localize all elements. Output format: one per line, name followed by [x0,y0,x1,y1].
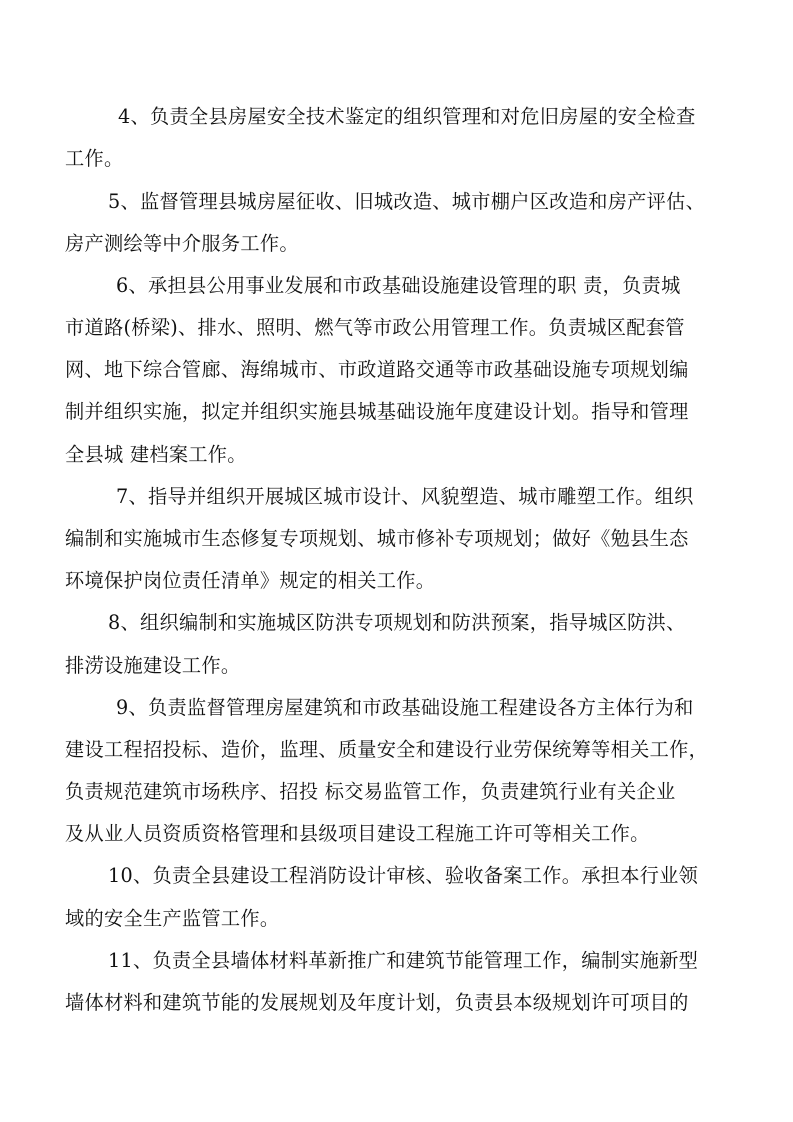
paragraph-10-line-1: 10、负责全县建设工程消防设计审核、验收备案工作。承担本行业领 [108,864,699,887]
paragraph-7-line-2: 编制和实施城市生态修复专项规划、城市修补专项规划；做好《勉县生态 [65,527,689,550]
paragraph-4-line-2: 工作。 [65,147,124,170]
paragraph-9-line-1: 9、负责监督管理房屋建筑和市政基础设施工程建设各方主体行为和 [116,696,694,719]
paragraph-11-line-2: 墙体材料和建筑节能的发展规划及年度计划，负责县本级规划许可项目的 [65,991,689,1014]
paragraph-6-line-4: 制并组织实施，拟定并组织实施县城基础设施年度建设计划。指导和管理 [65,400,689,423]
paragraph-9-line-4: 及从业人员资质资格管理和县级项目建设工程施工许可等相关工作。 [65,822,650,845]
paragraph-9-line-3: 负责规范建筑市场秩序、招投 标交易监管工作，负责建筑行业有关企业 [65,780,676,803]
paragraph-7-line-1: 7、指导并组织开展城区城市设计、风貌塑造、城市雕塑工作。组织 [116,485,694,508]
paragraph-9-line-2: 建设工程招投标、造价，监理、质量安全和建设行业劳保统筹等相关工作， [65,738,709,761]
paragraph-7-line-3: 环境保护岗位责任清单》规定的相关工作。 [65,569,436,592]
paragraph-6-line-1: 6、承担县公用事业发展和市政基础设施建设管理的职 责，负责城 [116,274,681,297]
paragraph-6-line-5: 全县城 建档案工作。 [65,443,247,466]
paragraph-10-line-2: 域的安全生产监管工作。 [65,907,280,930]
paragraph-5-line-2: 房产测绘等中介服务工作。 [65,232,299,255]
paragraph-4-line-1: 4、负责全县房屋安全技术鉴定的组织管理和对危旧房屋的安全检查 [118,105,696,128]
paragraph-8-line-1: 8、组织编制和实施城区防洪专项规划和防洪预案，指导城区防洪、 [108,611,686,634]
paragraph-6-line-2: 市道路(桥梁)、排水、照明、燃气等市政公用管理工作。负责城区配套管 [65,316,685,339]
paragraph-8-line-2: 排涝设施建设工作。 [65,654,241,677]
paragraph-5-line-1: 5、监督管理县城房屋征收、旧城改造、城市棚户区改造和房产评估、 [108,190,706,213]
paragraph-6-line-3: 网、地下综合管廊、海绵城市、市政道路交通等市政基础设施专项规划编 [65,358,689,381]
paragraph-11-line-1: 11、负责全县墙体材料革新推广和建筑节能管理工作，编制实施新型 [108,949,699,972]
